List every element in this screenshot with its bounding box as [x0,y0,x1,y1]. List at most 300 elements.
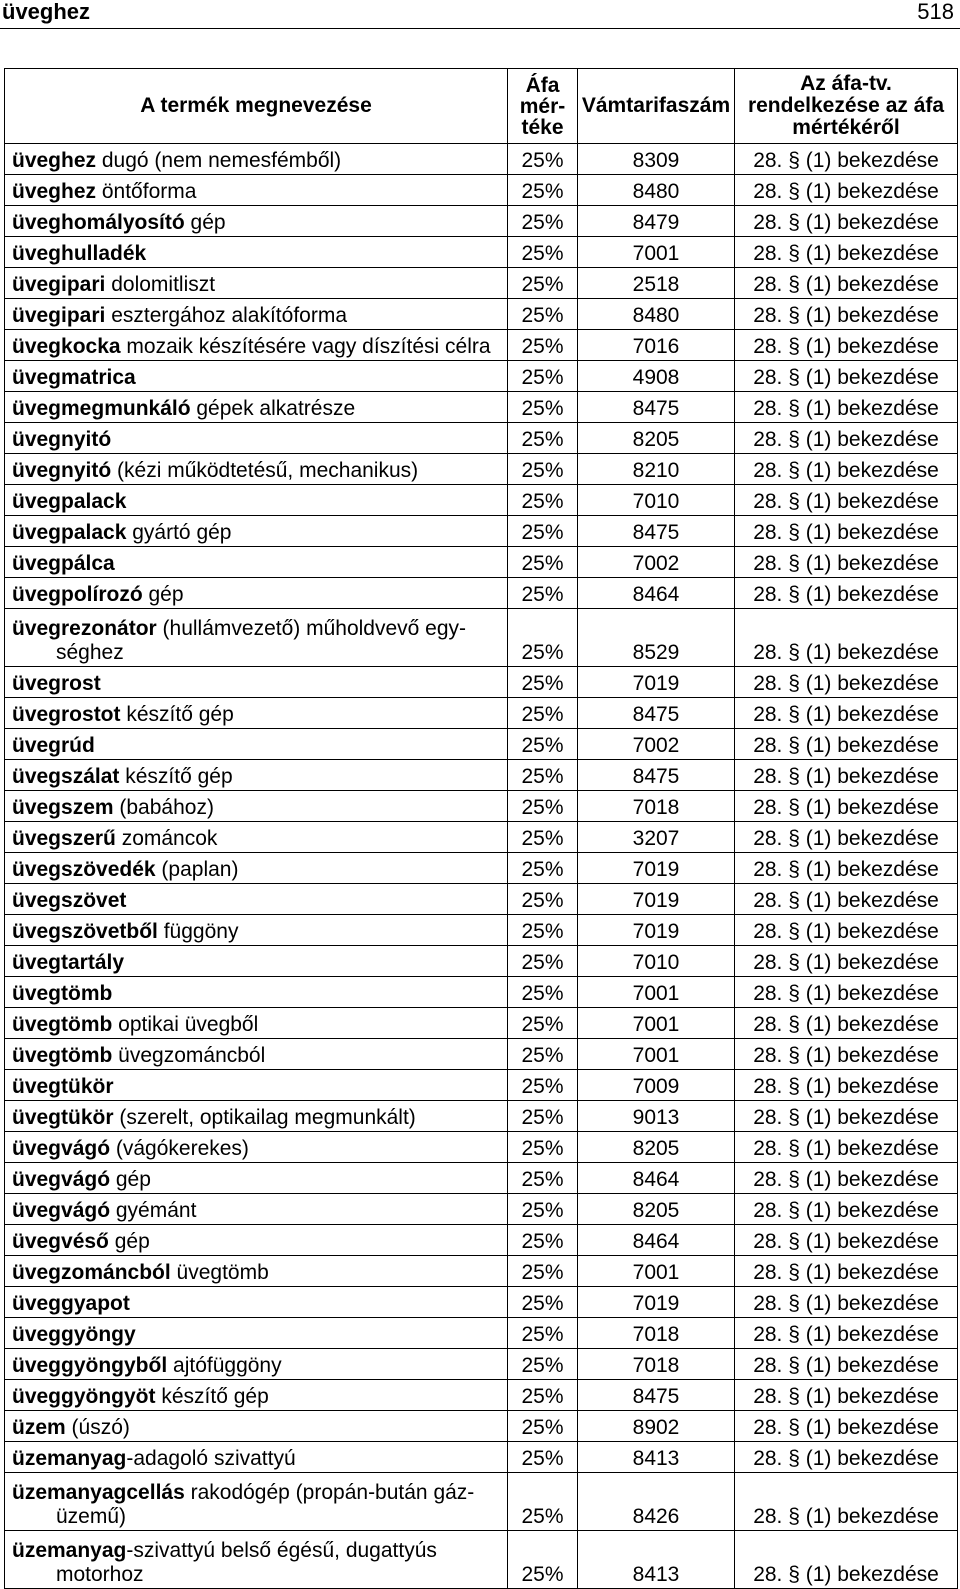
product-description: gyémánt [110,1199,197,1222]
cell-vat-law: 28. § (1) bekezdése [735,884,958,915]
cell-tariff-code: 7010 [578,485,735,516]
product-keyword: üvegtartály [12,951,125,974]
page-number: 518 [917,0,954,24]
cell-tariff-code: 3207 [578,822,735,853]
col-header-vat-law-line: rendelkezése az áfa [747,94,945,117]
vat-rate-table [4,68,958,1589]
product-description-continuation: séghez [56,641,124,664]
header-rule [0,28,960,29]
cell-tariff-code: 7001 [578,1039,735,1070]
cell-vat-rate: 25% [508,1039,578,1070]
product-description: rakodógép (propán-bután gáz- [184,1481,475,1504]
product-description: gép [142,583,184,606]
cell-vat-rate: 25% [508,330,578,361]
cell-tariff-code: 7019 [578,667,735,698]
running-head-title: üveghez [2,0,91,24]
cell-tariff-code: 7019 [578,1287,735,1318]
cell-vat-law: 28. § (1) bekezdése [735,1225,958,1256]
cell-vat-law: 28. § (1) bekezdése [735,946,958,977]
product-keyword: üvegrezonátor [12,617,157,640]
product-description: gép [110,1168,151,1191]
product-keyword: üvegtömb [12,982,113,1005]
cell-tariff-code: 7019 [578,884,735,915]
product-keyword: üvegvágó [12,1199,111,1222]
cell-tariff-code: 8475 [578,698,735,729]
table-row [5,1473,958,1531]
cell-product-name [5,822,508,853]
table-row [5,392,958,423]
cell-product-name [5,175,508,206]
cell-tariff-code: 7002 [578,547,735,578]
cell-tariff-code: 7019 [578,853,735,884]
cell-tariff-code: 2518 [578,268,735,299]
cell-tariff-code: 8205 [578,1132,735,1163]
cell-product-name [5,1380,508,1411]
table-row [5,454,958,485]
cell-vat-rate: 25% [508,1225,578,1256]
cell-product-name [5,1194,508,1225]
cell-vat-rate: 25% [508,144,578,175]
cell-vat-law: 28. § (1) bekezdése [735,1070,958,1101]
cell-vat-law: 28. § (1) bekezdése [735,1318,958,1349]
table-row [5,299,958,330]
product-keyword: üvegszövedék [12,858,156,881]
cell-vat-rate: 25% [508,361,578,392]
cell-vat-law: 28. § (1) bekezdése [735,729,958,760]
cell-vat-rate: 25% [508,516,578,547]
cell-tariff-code: 8426 [578,1473,735,1531]
cell-vat-rate: 25% [508,547,578,578]
cell-product-name [5,578,508,609]
cell-vat-rate: 25% [508,609,578,667]
cell-vat-rate: 25% [508,1318,578,1349]
table-row [5,729,958,760]
product-description: optikai üvegből [112,1013,259,1036]
cell-tariff-code: 7018 [578,791,735,822]
table-row [5,1225,958,1256]
cell-tariff-code: 7019 [578,915,735,946]
cell-product-name [5,547,508,578]
cell-tariff-code: 8529 [578,609,735,667]
cell-tariff-code: 8464 [578,1225,735,1256]
cell-vat-law: 28. § (1) bekezdése [735,423,958,454]
cell-vat-law: 28. § (1) bekezdése [735,268,958,299]
cell-vat-law: 28. § (1) bekezdése [735,822,958,853]
cell-product-name [5,237,508,268]
product-keyword: üzemanyag [12,1539,127,1562]
cell-vat-rate: 25% [508,1256,578,1287]
cell-product-name [5,485,508,516]
cell-tariff-code: 8309 [578,144,735,175]
product-keyword: üvegzománcból [12,1261,171,1284]
cell-vat-law: 28. § (1) bekezdése [735,485,958,516]
product-description: üvegtömb [170,1261,269,1284]
product-keyword: üvegtömb [12,1013,113,1036]
cell-vat-rate: 25% [508,884,578,915]
product-keyword: üveggyapot [12,1292,130,1315]
cell-vat-rate: 25% [508,1132,578,1163]
cell-tariff-code: 4908 [578,361,735,392]
product-keyword: üvegszálat [12,765,120,788]
table-row [5,144,958,175]
cell-vat-law: 28. § (1) bekezdése [735,547,958,578]
cell-vat-law: 28. § (1) bekezdése [735,853,958,884]
table-row [5,1287,958,1318]
cell-product-name [5,1318,508,1349]
col-header-vat-rate [508,69,578,144]
cell-tariff-code: 8475 [578,516,735,547]
col-header-tariff-code: Vámtarifaszám [578,69,735,144]
product-description: (hullámvezető) műholdvevő egy- [156,617,467,640]
product-description: készítő gép [120,703,234,726]
cell-tariff-code: 7009 [578,1070,735,1101]
table-row [5,1256,958,1287]
product-keyword: üvegpalack [12,521,127,544]
cell-vat-rate: 25% [508,667,578,698]
cell-product-name [5,392,508,423]
cell-tariff-code: 8475 [578,1380,735,1411]
cell-product-name [5,667,508,698]
table-row [5,547,958,578]
table-row [5,1039,958,1070]
cell-vat-law: 28. § (1) bekezdése [735,206,958,237]
cell-tariff-code: 8902 [578,1411,735,1442]
product-description: mozaik készítésére vagy díszítési célra [120,335,491,358]
product-description: függöny [157,920,239,943]
product-keyword: üvegtükör [12,1106,114,1129]
cell-tariff-code: 7001 [578,1008,735,1039]
cell-product-name [5,915,508,946]
table-row [5,361,958,392]
cell-vat-law: 28. § (1) bekezdése [735,791,958,822]
product-keyword: üvegvágó [12,1168,111,1191]
cell-tariff-code: 8479 [578,206,735,237]
cell-vat-rate: 25% [508,237,578,268]
table-row [5,946,958,977]
page-header [0,0,960,29]
cell-product-name [5,454,508,485]
product-keyword: üveghomályosító [12,211,185,234]
col-header-vat-law [735,69,958,144]
product-keyword: üvegpolírozó [12,583,143,606]
product-description: (babához) [113,796,214,819]
cell-product-name [5,729,508,760]
cell-tariff-code: 8210 [578,454,735,485]
cell-vat-law: 28. § (1) bekezdése [735,1101,958,1132]
table-row [5,1411,958,1442]
product-keyword: üzemanyagcellás [12,1481,185,1504]
product-description: (vágókerekes) [110,1137,249,1160]
table-row [5,268,958,299]
cell-vat-law: 28. § (1) bekezdése [735,609,958,667]
cell-vat-rate: 25% [508,698,578,729]
product-keyword: üvegmatrica [12,366,136,389]
cell-vat-law: 28. § (1) bekezdése [735,299,958,330]
table-row [5,237,958,268]
cell-vat-rate: 25% [508,915,578,946]
product-keyword: üveghulladék [12,242,147,265]
product-description: gépek alkatrésze [190,397,356,420]
cell-vat-law: 28. § (1) bekezdése [735,1349,958,1380]
product-keyword: üvegkocka [12,335,121,358]
table-row [5,822,958,853]
cell-tariff-code: 8464 [578,1163,735,1194]
product-description: készítő gép [155,1385,269,1408]
table-row [5,915,958,946]
cell-vat-law: 28. § (1) bekezdése [735,1132,958,1163]
table-row [5,977,958,1008]
product-keyword: üzem [12,1416,66,1439]
cell-vat-rate: 25% [508,946,578,977]
table-row [5,1442,958,1473]
cell-tariff-code: 9013 [578,1101,735,1132]
table-row [5,667,958,698]
cell-vat-rate: 25% [508,977,578,1008]
cell-vat-law: 28. § (1) bekezdése [735,578,958,609]
cell-tariff-code: 8205 [578,1194,735,1225]
cell-product-name [5,977,508,1008]
cell-vat-rate: 25% [508,1380,578,1411]
col-header-vat-rate-line: téke [521,115,564,139]
cell-vat-law: 28. § (1) bekezdése [735,454,958,485]
cell-product-name [5,1132,508,1163]
table-row [5,1380,958,1411]
cell-vat-law: 28. § (1) bekezdése [735,1287,958,1318]
cell-product-name [5,853,508,884]
cell-vat-rate: 25% [508,791,578,822]
cell-vat-rate: 25% [508,1411,578,1442]
cell-tariff-code: 7001 [578,977,735,1008]
product-description-continuation: motorhoz [56,1563,144,1586]
col-header-product-name: A termék megnevezése [5,69,508,144]
table-row [5,1070,958,1101]
table-header-row [5,69,958,144]
cell-vat-rate: 25% [508,1070,578,1101]
cell-tariff-code: 7018 [578,1349,735,1380]
product-keyword: üvegtükör [12,1075,114,1098]
product-description: (szerelt, optikailag megmunkált) [113,1106,416,1129]
cell-product-name [5,760,508,791]
cell-tariff-code: 8475 [578,760,735,791]
cell-tariff-code: 7001 [578,237,735,268]
cell-tariff-code: 8480 [578,299,735,330]
product-description: -szivattyú belső égésű, dugattyús [126,1539,437,1562]
product-description: gép [108,1230,150,1253]
col-header-vat-rate-line: mér- [519,94,566,118]
cell-vat-law: 28. § (1) bekezdése [735,1531,958,1589]
product-description: (paplan) [155,858,239,881]
product-keyword: üvegszem [12,796,114,819]
table-row [5,206,958,237]
product-keyword: üveggyöngyből [12,1354,168,1377]
cell-product-name [5,268,508,299]
cell-vat-law: 28. § (1) bekezdése [735,1163,958,1194]
cell-tariff-code: 8475 [578,392,735,423]
cell-product-name [5,1070,508,1101]
cell-vat-law: 28. § (1) bekezdése [735,1256,958,1287]
cell-vat-rate: 25% [508,1008,578,1039]
col-header-vat-law-line: Az áfa-tv. [800,72,892,95]
table-row [5,884,958,915]
product-keyword: üvegszövet [12,889,127,912]
cell-tariff-code: 7018 [578,1318,735,1349]
cell-product-name [5,330,508,361]
cell-tariff-code: 7010 [578,946,735,977]
cell-vat-law: 28. § (1) bekezdése [735,361,958,392]
cell-vat-rate: 25% [508,299,578,330]
cell-vat-law: 28. § (1) bekezdése [735,1380,958,1411]
cell-product-name [5,1287,508,1318]
cell-vat-law: 28. § (1) bekezdése [735,330,958,361]
cell-product-name [5,946,508,977]
product-keyword: üvegszövetből [12,920,158,943]
product-description: -adagoló szivattyú [126,1447,296,1470]
cell-product-name [5,1225,508,1256]
cell-vat-rate: 25% [508,1194,578,1225]
product-description: készítő gép [119,765,233,788]
cell-vat-rate: 25% [508,1349,578,1380]
product-description: gyártó gép [126,521,232,544]
cell-product-name [5,1442,508,1473]
table-body [5,144,958,1589]
table-row [5,1318,958,1349]
product-description: (kézi működtetésű, mechanikus) [111,459,419,482]
product-keyword: üvegtömb [12,1044,113,1067]
table-row [5,609,958,667]
cell-vat-rate: 25% [508,268,578,299]
table-row [5,330,958,361]
product-keyword: üvegrúd [12,734,95,757]
cell-vat-rate: 25% [508,1163,578,1194]
product-keyword: üvegnyitó [12,459,112,482]
cell-tariff-code: 8413 [578,1442,735,1473]
cell-product-name [5,361,508,392]
cell-product-name [5,299,508,330]
cell-vat-rate: 25% [508,853,578,884]
cell-vat-rate: 25% [508,578,578,609]
product-keyword: üvegipari [12,273,106,296]
cell-product-name [5,1256,508,1287]
cell-vat-rate: 25% [508,822,578,853]
product-keyword: üvegmegmunkáló [12,397,191,420]
table-row [5,1349,958,1380]
cell-tariff-code: 8413 [578,1531,735,1589]
cell-vat-law: 28. § (1) bekezdése [735,698,958,729]
product-keyword: üvegpalack [12,490,127,513]
product-description: öntőforma [96,180,197,203]
cell-vat-rate: 25% [508,760,578,791]
cell-vat-law: 28. § (1) bekezdése [735,1039,958,1070]
cell-product-name [5,1008,508,1039]
cell-vat-law: 28. § (1) bekezdése [735,1473,958,1531]
cell-vat-law: 28. § (1) bekezdése [735,1411,958,1442]
cell-vat-rate: 25% [508,175,578,206]
product-keyword: üvegipari [12,304,106,327]
cell-product-name [5,698,508,729]
cell-vat-rate: 25% [508,392,578,423]
cell-vat-law: 28. § (1) bekezdése [735,760,958,791]
product-description: esztergához alakítóforma [105,304,347,327]
cell-vat-law: 28. § (1) bekezdése [735,175,958,206]
cell-tariff-code: 8464 [578,578,735,609]
cell-vat-law: 28. § (1) bekezdése [735,516,958,547]
cell-vat-law: 28. § (1) bekezdése [735,1194,958,1225]
product-keyword: üveghez [12,149,97,172]
cell-vat-law: 28. § (1) bekezdése [735,392,958,423]
table-row [5,698,958,729]
table-row [5,485,958,516]
cell-product-name [5,206,508,237]
cell-product-name [5,1411,508,1442]
table-row [5,853,958,884]
cell-product-name [5,1531,508,1589]
cell-vat-rate: 25% [508,485,578,516]
product-description: dolomitliszt [105,273,216,296]
cell-vat-rate: 25% [508,729,578,760]
cell-vat-law: 28. § (1) bekezdése [735,1008,958,1039]
product-keyword: üvegrostot [12,703,121,726]
cell-product-name [5,791,508,822]
cell-vat-rate: 25% [508,423,578,454]
cell-tariff-code: 7016 [578,330,735,361]
table-row [5,516,958,547]
table-row [5,791,958,822]
cell-vat-rate: 25% [508,1101,578,1132]
cell-tariff-code: 8480 [578,175,735,206]
cell-vat-law: 28. § (1) bekezdése [735,237,958,268]
product-description: ajtófüggöny [167,1354,282,1377]
product-keyword: üvegvágó [12,1137,111,1160]
cell-tariff-code: 7002 [578,729,735,760]
product-keyword: üvegszerű [12,827,116,850]
cell-product-name [5,423,508,454]
table-row [5,578,958,609]
table-row [5,760,958,791]
cell-vat-law: 28. § (1) bekezdése [735,144,958,175]
table-row [5,1008,958,1039]
product-description: üvegzománcból [112,1044,266,1067]
table-row [5,1163,958,1194]
table-row [5,423,958,454]
table-row [5,1531,958,1589]
cell-product-name [5,884,508,915]
product-description: zománcok [115,827,218,850]
cell-tariff-code: 7001 [578,1256,735,1287]
product-description: (úszó) [65,1416,130,1439]
cell-product-name [5,516,508,547]
col-header-vat-rate-line: Áfa [525,73,560,97]
cell-tariff-code: 8205 [578,423,735,454]
col-header-vat-law-line: mértékéről [792,116,900,139]
product-keyword: üvegvéső [12,1230,109,1253]
cell-product-name [5,144,508,175]
cell-product-name [5,1349,508,1380]
cell-vat-rate: 25% [508,1531,578,1589]
product-keyword: üveggyöngyöt [12,1385,156,1408]
cell-vat-law: 28. § (1) bekezdése [735,915,958,946]
cell-product-name [5,1039,508,1070]
table-row [5,1101,958,1132]
product-keyword: üvegrost [12,672,101,695]
cell-vat-law: 28. § (1) bekezdése [735,977,958,1008]
product-keyword: üveghez [12,180,97,203]
table-row [5,1132,958,1163]
cell-vat-rate: 25% [508,1442,578,1473]
table-row [5,1194,958,1225]
product-description-continuation: üzemű) [56,1505,127,1528]
product-description: gép [184,211,226,234]
product-description: dugó (nem nemesfémből) [96,149,342,172]
